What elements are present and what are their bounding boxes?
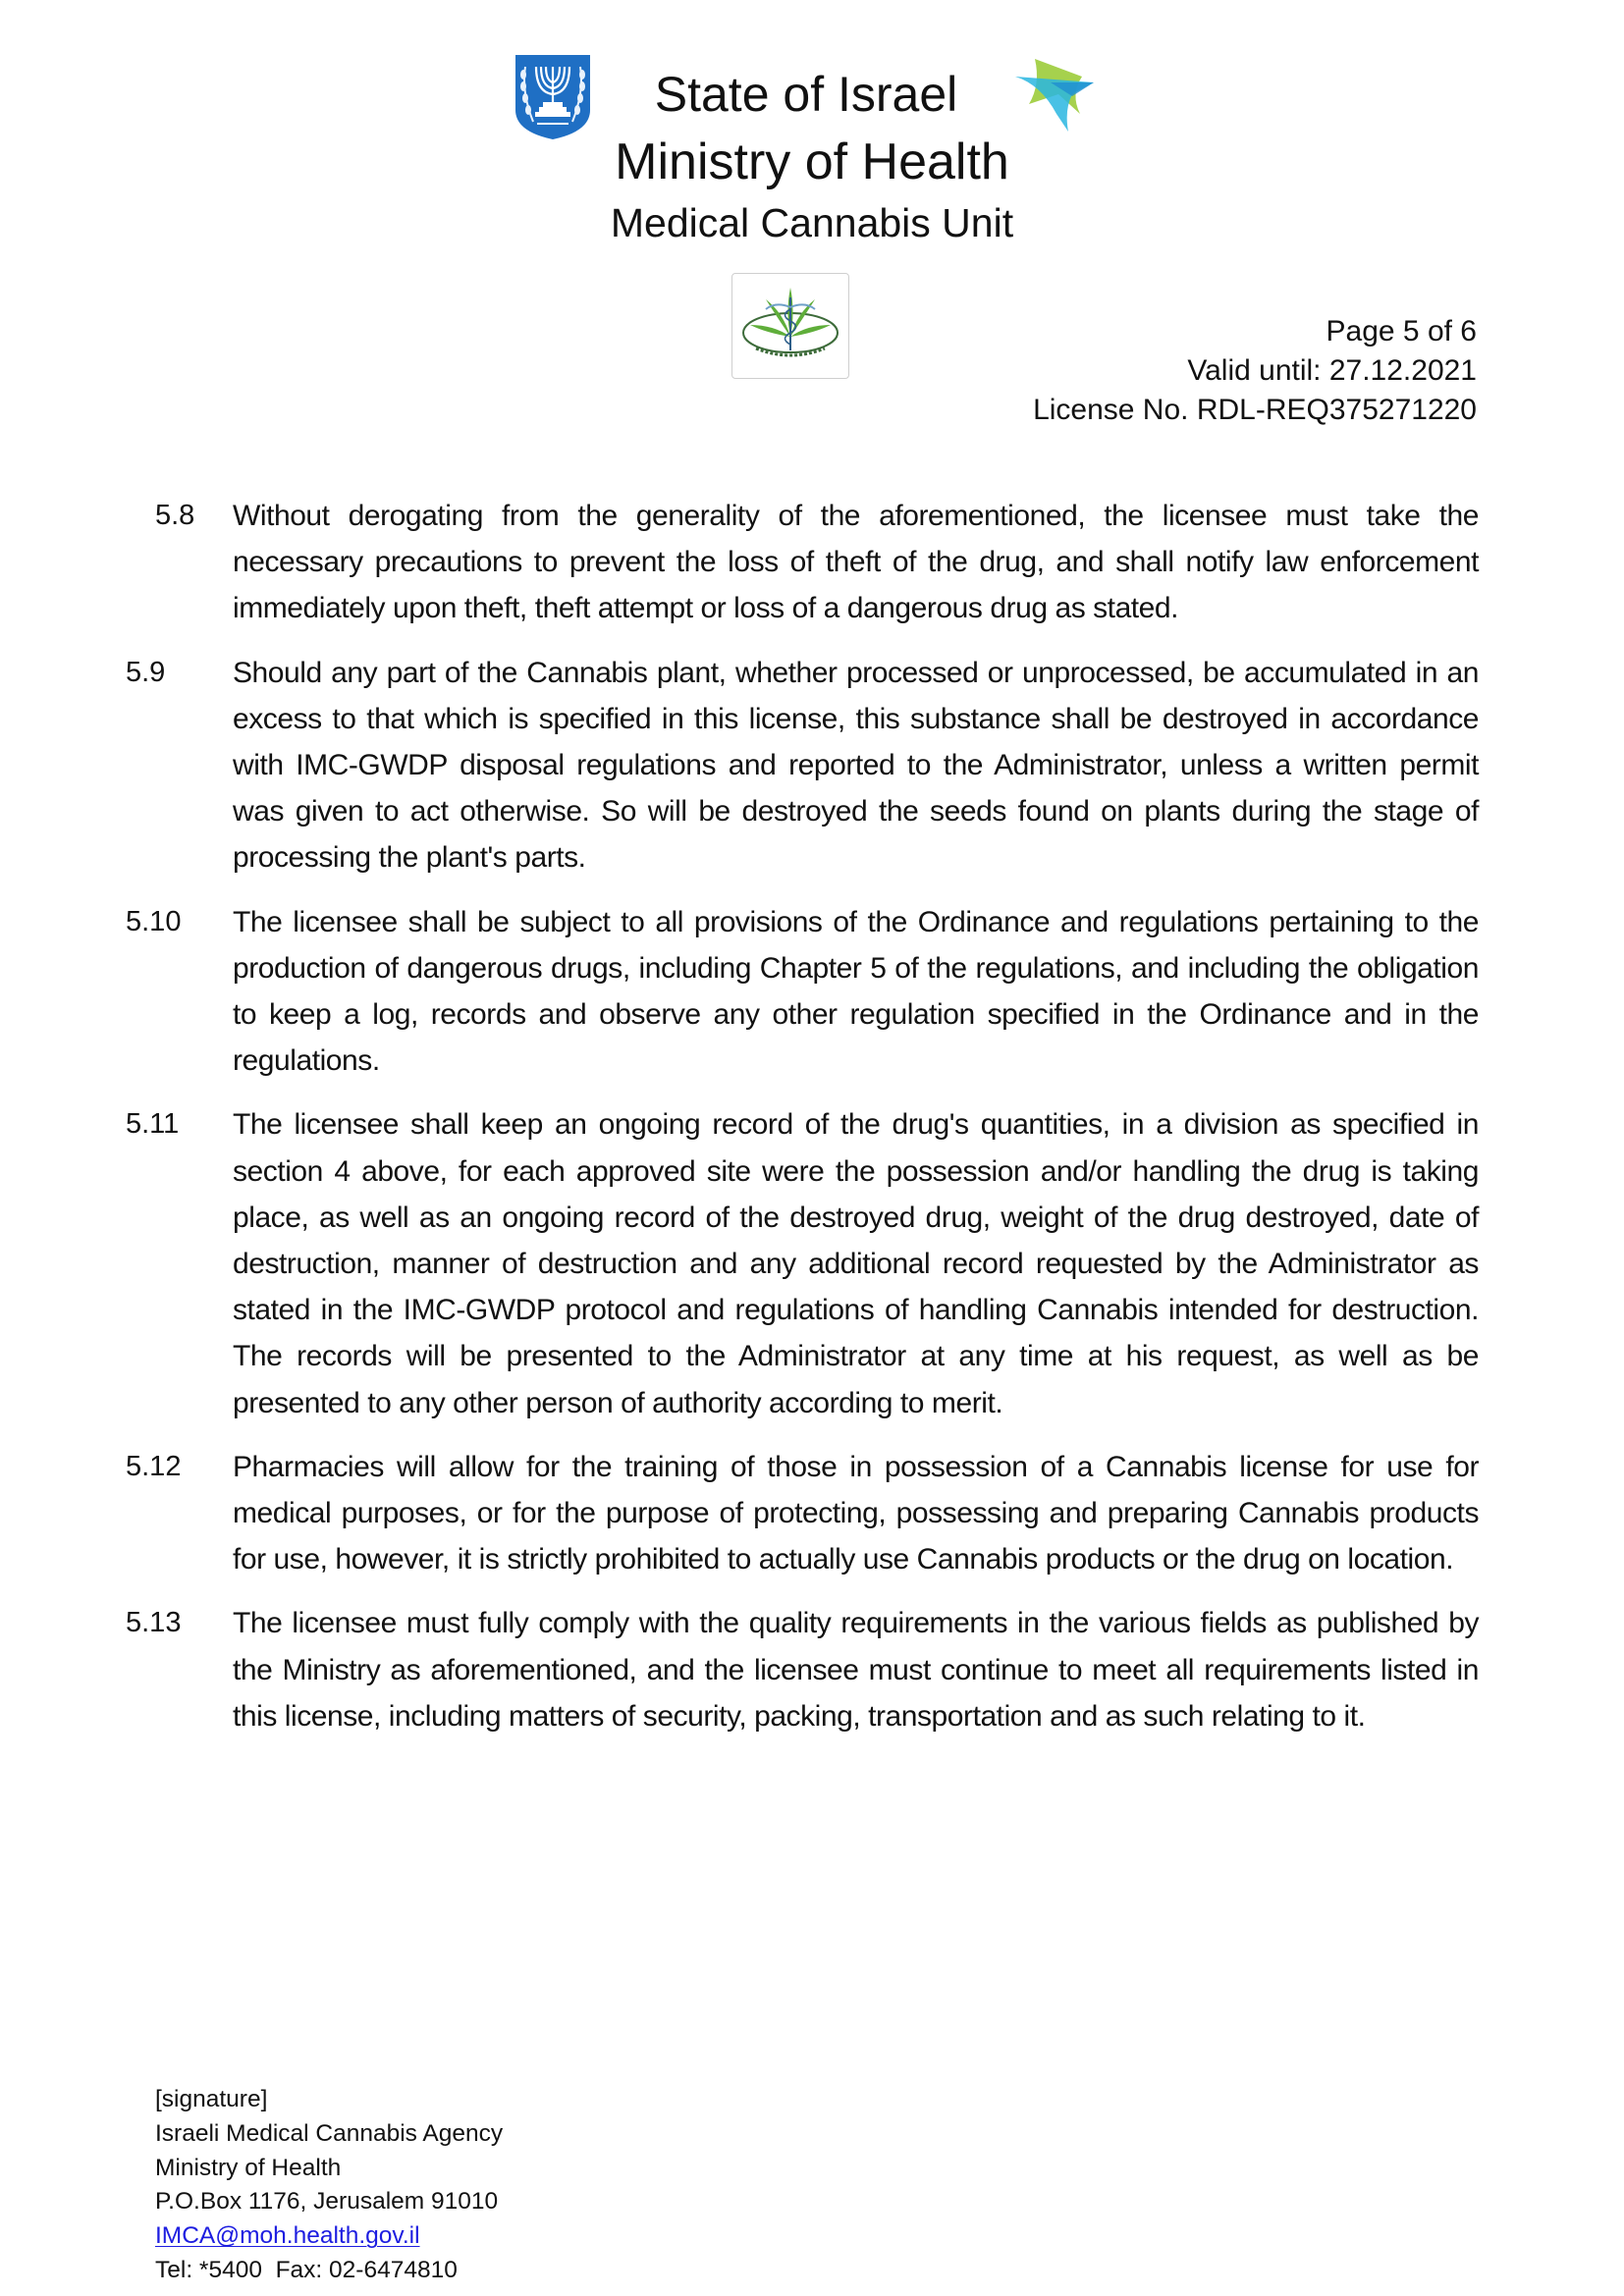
clause-5-11 bbox=[126, 1101, 1479, 1425]
document-meta bbox=[1033, 312, 1477, 430]
license-number: License No. RDL-REQ375271220 bbox=[1033, 394, 1477, 426]
clause-text: The licensee shall keep an ongoing record of the drug's quantities, in a division as specified in section 4 above, for each approved site were the possession and/or handling the drug is taking place, as well as an ongoing record of the destroyed drug, weight of the drug destroyed, date of destruction, manner of destruction and any additional record requested by the Administrator as stated in the IMC-GWDP protocol and regulations of handling Cannabis intended for destruction. The records will be presented to the Administrator at any time at his request, as well as be presented to any other person of authority according to merit. bbox=[233, 1108, 1479, 1419]
postal-address: P.O.Box 1176, Jerusalem 91010 bbox=[155, 2188, 499, 2216]
header-ministry-title: Ministry of Health bbox=[615, 133, 1009, 190]
clause-5-9 bbox=[126, 650, 1479, 881]
clause-text: The licensee must fully comply with the quality requirements in the various fields as published by the Ministry as aforementioned, and the licensee must continue to meet all requirements listed in this license, including matters of security, packing, transportation and as such relating to it. bbox=[233, 1607, 1479, 1733]
clause-5-10 bbox=[126, 899, 1479, 1085]
clause-5-12 bbox=[126, 1444, 1479, 1583]
clause-text: Without derogating from the generality of the aforementioned, the licensee must take the necessary precautions to prevent the loss of theft of the drug, and shall notify law enforcement immediately upon theft, theft attempt or loss of a dangerous drug as stated. bbox=[233, 500, 1479, 625]
email-link[interactable]: IMCA@moh.health.gov.il bbox=[155, 2222, 420, 2250]
signature-footer bbox=[155, 2083, 503, 2288]
valid-until: Valid until: 27.12.2021 bbox=[1187, 354, 1477, 387]
signature-placeholder: [signature] bbox=[155, 2086, 268, 2112]
phone-fax: Tel: *5400 Fax: 02-6474810 bbox=[155, 2256, 458, 2283]
clause-number: 5.11 bbox=[126, 1108, 180, 1141]
clause-5-13 bbox=[126, 1600, 1479, 1739]
clause-number: 5.8 bbox=[155, 500, 195, 531]
clause-text: Should any part of the Cannabis plant, whether processed or unprocessed, be accumulated in an excess to that which is specified in this license, this substance shall be destroyed in accordance with IMC-GWDP disposal regulations and reported to the Administrator, unless a written permit was given to act otherwise. So will be destroyed the seeds found on plants during the stage of processing the plant's parts. bbox=[233, 656, 1479, 875]
clause-number: 5.9 bbox=[126, 656, 166, 688]
clause-number: 5.12 bbox=[126, 1450, 182, 1482]
clause-number: 5.10 bbox=[126, 905, 182, 937]
clause-5-8 bbox=[126, 493, 1479, 632]
header-unit-title: Medical Cannabis Unit bbox=[610, 200, 1014, 245]
page-number: Page 5 of 6 bbox=[1326, 315, 1477, 347]
clause-text: The licensee shall be subject to all provisions of the Ordinance and regulations pertaining to the production of dangerous drugs, including Chapter 5 of the regulations, and including the obligation to keep a log, records and observe any other regulation specified in the Ordinance and in the regulations. bbox=[233, 905, 1479, 1078]
clause-text: Pharmacies will allow for the training of those in possession of a Cannabis license for use for medical purposes, or for the purpose of protecting, possessing and preparing Cannabis products for use, however, it is strictly prohibited to actually use Cannabis products or the drug on location. bbox=[233, 1450, 1479, 1576]
clause-number: 5.13 bbox=[126, 1607, 182, 1639]
ministry-name: Ministry of Health bbox=[155, 2154, 342, 2181]
ministry-of-health-star-icon bbox=[1011, 55, 1102, 132]
header-state-title: State of Israel bbox=[654, 67, 958, 122]
clause-list bbox=[126, 493, 1479, 1757]
imca-cannabis-caduceus-logo-icon bbox=[731, 273, 849, 379]
agency-name: Israeli Medical Cannabis Agency bbox=[155, 2119, 504, 2147]
